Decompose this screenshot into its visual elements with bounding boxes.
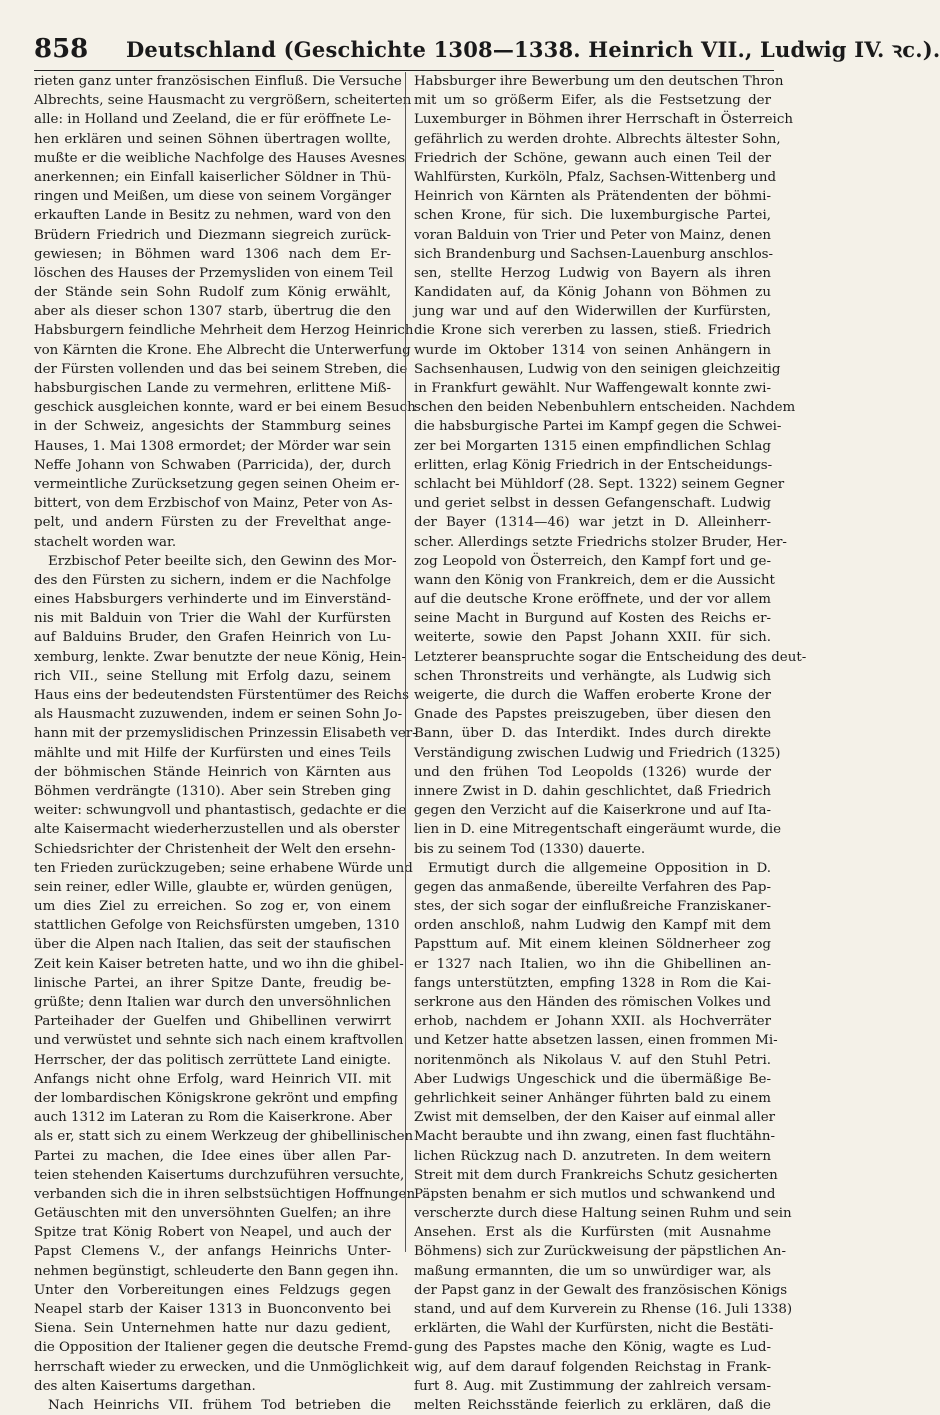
- text-line: gegen den Verzicht auf die Kaiserkrone und auf Ita-: [414, 803, 771, 819]
- text-line: um dies Ziel zu erreichen. So zog er, von einem: [34, 899, 391, 915]
- text-line: Hauses, 1. Mai 1308 ermordet; der Mörder war sein: [34, 438, 391, 454]
- text-line: aber als dieser schon 1307 starb, übertrug die den: [34, 304, 391, 320]
- text-line: fangs unterstützten, empfing 1328 in Rom die Kai-: [414, 975, 771, 991]
- text-line: scher. Allerdings setzte Friedrichs stolzer Bruder, Her-: [414, 534, 787, 550]
- text-line: alle: in Holland und Zeeland, die er für eröffnete Le-: [34, 112, 391, 128]
- text-line: grüßte; denn Italien war durch den unversöhnlichen: [34, 995, 391, 1010]
- text-line: in der Schweiz, angesichts der Stammburg seines: [34, 419, 391, 435]
- text-line: vermeintliche Zurücksetzung gegen seinen Oheim er-: [34, 476, 400, 492]
- text-line: erkauften Lande in Besitz zu nehmen, ward von den: [34, 208, 391, 224]
- text-line: Haus eins der bedeutendsten Fürstentümer des Reichs: [34, 688, 410, 703]
- text-line: geschick ausgleichen konnte, ward er bei einem Besuch: [34, 400, 416, 416]
- text-line: Kandidaten auf, da König Johann von Böhmen zu: [414, 285, 771, 301]
- text-line: erklärten, die Wahl der Kurfürsten, nicht die Bestäti-: [414, 1321, 774, 1337]
- text-line: Herrscher, der das politisch zerrüttete Land einigte.: [34, 1052, 391, 1068]
- text-line: Getäuschten mit den unversöhnten Guelfen; an ihre: [34, 1206, 391, 1222]
- text-line: nis mit Balduin von Trier die Wahl der Kurfürsten: [34, 611, 391, 627]
- text-line: Streit mit dem durch Frankreichs Schutz gesicherten: [414, 1167, 778, 1183]
- text-line: hann mit der przemyslidischen Prinzessin Elisabeth ver-: [34, 726, 417, 742]
- text-line: auch 1312 im Lateran zu Rom die Kaiserkrone. Aber: [34, 1110, 392, 1126]
- text-line: bittert, von dem Erzbischof von Mainz, Peter von As-: [34, 496, 393, 512]
- text-line: der Fürsten vollenden und das bei seinem Streben, die: [34, 361, 408, 377]
- text-line: gehrlichkeit seiner Anhänger führten bald zu einem: [414, 1090, 771, 1106]
- text-line: Ermutigt durch die allgemeine Opposition in D.: [428, 860, 771, 876]
- text-line: Sachsenhausen, Ludwig von den seinigen gleichzeitig: [414, 361, 781, 377]
- text-line: schen den beiden Nebenbuhlern entscheiden. Nachdem: [414, 400, 796, 416]
- text-line: erhob, nachdem er Johann XXII. als Hochverräter: [414, 1014, 771, 1030]
- text-line: Brüdern Friedrich und Diezmann siegreich zurück-: [34, 227, 391, 243]
- text-line: orden anschloß, nahm Ludwig den Kampf mit dem: [414, 918, 771, 934]
- text-line: und geriet selbst in dessen Gefangenschaft. Ludwig: [414, 496, 771, 512]
- text-line: des alten Kaisertums dargethan.: [34, 1378, 256, 1394]
- text-line: nehmen begünstigt, schleuderte den Bann gegen ihn.: [34, 1263, 399, 1279]
- text-line: der Papst ganz in der Gewalt des französischen Königs: [414, 1282, 788, 1298]
- text-line: auf Balduins Bruder, den Grafen Heinrich von Lu-: [34, 630, 391, 646]
- text-line: innere Zwist in D. dahin geschlichtet, daß Friedrich: [414, 783, 771, 799]
- text-line: rich VII., seine Stellung mit Erfolg dazu, seinem: [34, 668, 391, 684]
- text-line: Ansehen. Erst als die Kurfürsten (mit Ausnahme: [414, 1225, 771, 1241]
- text-line: maßung ermannten, die um so unwürdiger war, als: [414, 1263, 771, 1279]
- text-line: Papst Clemens V., der anfangs Heinrichs Unter-: [34, 1244, 391, 1260]
- text-line: als er, statt sich zu einem Werkzeug der ghibellinischen: [34, 1129, 414, 1145]
- text-line: jung war und auf den Widerwillen der Kurfürsten,: [414, 304, 771, 320]
- text-line: Macht beraubte und ihn zwang, einen fast fluchtähn-: [414, 1129, 776, 1145]
- text-line: die Krone sich vererben zu lassen, stieß. Friedrich: [414, 323, 771, 339]
- text-line: habsburgischen Lande zu vermehren, erlittene Miß-: [34, 381, 391, 396]
- text-line: ten Frieden zurückzugeben; seine erhabene Würde und: [34, 860, 413, 876]
- text-line: Siena. Sein Unternehmen hatte nur dazu gedient,: [34, 1321, 391, 1337]
- text-line: verscherzte durch diese Haltung seinen Ruhm und sein: [414, 1206, 792, 1222]
- text-line: Parteihader der Guelfen und Ghibellinen verwirrt: [34, 1014, 391, 1030]
- text-line: Albrechts, seine Hausmacht zu vergrößern, scheiterten: [34, 93, 412, 109]
- text-line: zog Leopold von Österreich, den Kampf fort und ge-: [414, 553, 771, 569]
- text-line: Habsburger ihre Bewerbung um den deutschen Thron: [414, 74, 784, 89]
- text-line: zer bei Morgarten 1315 einen empfindlichen Schlag: [414, 438, 771, 454]
- text-line: weigerte, die durch die Waffen eroberte Krone der: [414, 688, 771, 703]
- text-line: Erzbischof Peter beeilte sich, den Gewinn des Mor-: [48, 553, 397, 569]
- text-line: von Kärnten die Krone. Ehe Albrecht die Unterwerfung: [34, 342, 411, 358]
- text-line: lichen Rückzug nach D. anzutreten. In dem weitern: [414, 1148, 771, 1164]
- text-line: der Bayer (1314—46) war jetzt in D. Alleinherr-: [414, 515, 771, 531]
- text-line: Heinrich von Kärnten als Prätendenten der böhmi-: [414, 189, 771, 205]
- text-line: Papsttum auf. Mit einem kleinen Söldnerheer zog: [414, 937, 771, 953]
- text-line: die habsburgische Partei im Kampf gegen die Schwei-: [414, 419, 782, 435]
- text-line: Unter den Vorbereitungen eines Feldzugs gegen: [34, 1282, 391, 1298]
- text-line: Gnade des Papstes preiszugeben, über diesen den: [414, 707, 771, 723]
- text-line: wig, auf dem darauf folgenden Reichstag in Frank-: [414, 1359, 771, 1375]
- text-line: wann den König von Frankreich, dem er die Aussicht: [414, 572, 775, 588]
- header-rule: [34, 70, 774, 71]
- text-line: auf die deutsche Krone eröffnete, und der vor allem: [414, 592, 771, 608]
- text-line: stand, und auf dem Kurverein zu Rhense (16. Juli 1338): [414, 1302, 793, 1317]
- text-line: lien in D. eine Mitregentschaft eingeräumt wurde, die: [414, 822, 782, 838]
- text-line: Nach Heinrichs VII. frühem Tod betrieben die: [48, 1397, 391, 1413]
- text-line: Friedrich der Schöne, gewann auch einen Teil der: [414, 150, 771, 166]
- text-line: ringen und Meißen, um diese von seinem Vorgänger: [34, 189, 391, 205]
- text-line: Böhmen verdrängte (1310). Aber sein Streben ging: [34, 783, 391, 799]
- column-divider: [405, 72, 406, 1252]
- text-line: des den Fürsten zu sichern, indem er die Nachfolge: [34, 572, 391, 588]
- text-line: furt 8. Aug. mit Zustimmung der zahlreich versam-: [414, 1378, 771, 1394]
- text-line: wurde im Oktober 1314 von seinen Anhängern in: [414, 342, 771, 358]
- text-line: Anfangs nicht ohne Erfolg, ward Heinrich VII. mit: [34, 1071, 391, 1087]
- text-line: und Ketzer hatte absetzen lassen, einen frommen Mi-: [414, 1033, 778, 1049]
- right-column: [414, 72, 807, 1415]
- text-line: der lombardischen Königskrone gekrönt und empfing: [34, 1090, 398, 1106]
- text-line: Zeit kein Kaiser betreten hatte, und wo ihn die ghibel-: [34, 956, 404, 972]
- text-line: hen erklären und seinen Söhnen übertragen wollte,: [34, 131, 391, 147]
- text-line: Habsburgern feindliche Mehrheit dem Herzog Heinrich: [34, 323, 414, 339]
- text-line: Neffe Johann von Schwaben (Parricida), der, durch: [34, 457, 391, 473]
- text-line: die Opposition der Italiener gegen die deutsche Fremd-: [34, 1340, 413, 1356]
- text-line: Spitze trat König Robert von Neapel, und auch der: [34, 1225, 391, 1241]
- text-line: schlacht bei Mühldorf (28. Sept. 1322) seinem Gegner: [414, 476, 785, 492]
- text-line: in Frankfurt gewählt. Nur Waffengewalt konnte zwi-: [414, 381, 771, 396]
- text-line: weiter: schwungvoll und phantastisch, gedachte er die: [34, 803, 407, 819]
- text-line: schen Krone, für sich. Die luxemburgische Partei,: [414, 208, 771, 224]
- running-head: Deutschland (Geschichte 1308—1338. Heinrich VII., Ludwig IV. ꝛc.).: [126, 37, 940, 62]
- text-line: pelt, und andern Fürsten zu der Frevelthat ange-: [34, 515, 391, 531]
- text-line: serkrone aus den Händen des römischen Volkes und: [414, 995, 771, 1010]
- text-line: und verwüstet und sehnte sich nach einem kraftvollen: [34, 1033, 404, 1049]
- text-line: sen, stellte Herzog Ludwig von Bayern als ihren: [414, 265, 771, 281]
- text-line: teien stehenden Kaisertums durchzuführen versuchte,: [34, 1167, 405, 1183]
- text-line: Päpsten benahm er sich mutlos und schwankend und: [414, 1186, 776, 1202]
- text-line: löschen des Hauses der Przemysliden von einem Teil: [34, 265, 394, 281]
- text-line: Partei zu machen, die Idee eines über allen Par-: [34, 1148, 391, 1164]
- text-line: Letzterer beanspruchte sogar die Entscheidung des deut-: [414, 649, 807, 665]
- page-header: [34, 30, 940, 70]
- text-line: Schiedsrichter der Christenheit der Welt den ersehn-: [34, 841, 396, 857]
- text-line: gewiesen; in Böhmen ward 1306 nach dem Er-: [34, 246, 391, 262]
- text-line: rieten ganz unter französischen Einfluß. Die Versuche: [34, 74, 402, 89]
- text-line: weiterte, sowie den Papst Johann XXII. für sich.: [414, 630, 771, 646]
- text-line: Zwist mit demselben, der den Kaiser auf einmal aller: [414, 1110, 776, 1126]
- text-line: als Hausmacht zuzuwenden, indem er seinen Sohn Jo-: [34, 707, 403, 723]
- text-line: herrschaft wieder zu erwecken, und die Unmöglichkeit: [34, 1359, 409, 1375]
- text-line: mußte er die weibliche Nachfolge des Hauses Avesnes: [34, 150, 406, 166]
- text-line: über die Alpen nach Italien, das seit der staufischen: [34, 937, 391, 953]
- text-line: er 1327 nach Italien, wo ihn die Ghibellinen an-: [414, 956, 771, 972]
- left-column: [34, 72, 417, 1415]
- page-number: 858: [34, 34, 89, 64]
- text-line: gegen das anmaßende, übereilte Verfahren des Pap-: [414, 879, 771, 895]
- text-line: seine Macht in Burgund auf Kosten des Reichs er-: [414, 611, 771, 627]
- text-line: schen Thronstreits und verhängte, als Ludwig sich: [414, 668, 771, 684]
- text-line: eines Habsburgers verhinderte und im Einverständ-: [34, 592, 391, 608]
- text-line: stes, der sich sogar der einflußreiche Franziskaner-: [414, 899, 771, 915]
- text-line: verbanden sich die in ihren selbstsüchtigen Hoffnungen: [34, 1186, 416, 1202]
- text-line: sich Brandenburg und Sachsen-Lauenburg anschlos-: [414, 246, 774, 262]
- text-line: gung des Papstes mache den König, wagte es Lud-: [414, 1340, 771, 1356]
- text-line: erlitten, erlag König Friedrich in der Entscheidungs-: [414, 457, 773, 473]
- text-line: stachelt worden war.: [34, 534, 177, 550]
- text-line: bis zu seinem Tod (1330) dauerte.: [414, 841, 646, 857]
- text-line: Luxemburger in Böhmen ihrer Herrschaft in Österreich: [414, 112, 793, 128]
- text-line: der Stände sein Sohn Rudolf zum König erwählt,: [34, 285, 391, 301]
- text-line: sein reiner, edler Wille, glaubte er, würden genügen,: [34, 879, 393, 895]
- text-line: der böhmischen Stände Heinrich von Kärnten aus: [34, 764, 391, 780]
- text-line: voran Balduin von Trier und Peter von Mainz, denen: [414, 227, 771, 243]
- text-line: mit um so größerm Eifer, als die Festsetzung der: [414, 93, 771, 109]
- text-line: melten Reichsstände feierlich zu erklären, daß die: [414, 1397, 771, 1413]
- text-line: gefährlich zu werden drohte. Albrechts ältester Sohn,: [414, 131, 781, 147]
- text-line: Bann, über D. das Interdikt. Indes durch direkte: [414, 726, 771, 742]
- text-line: Wahlfürsten, Kurköln, Pfalz, Sachsen-Wittenberg und: [414, 169, 777, 185]
- text-line: Böhmens) sich zur Zurückweisung der päpstlichen An-: [414, 1244, 787, 1260]
- text-line: Aber Ludwigs Ungeschick und die übermäßige Be-: [414, 1071, 771, 1087]
- text-line: mählte und mit Hilfe der Kurfürsten und eines Teils: [34, 745, 391, 761]
- text-line: Neapel starb der Kaiser 1313 in Buonconvento bei: [34, 1302, 391, 1317]
- text-line: Verständigung zwischen Ludwig und Friedrich (1325): [414, 745, 781, 761]
- text-line: anerkennen; ein Einfall kaiserlicher Söldner in Thü-: [34, 169, 391, 185]
- text-line: linische Partei, an ihrer Spitze Dante, freudig be-: [34, 975, 391, 991]
- text-line: noritenmönch als Nikolaus V. auf den Stuhl Petri.: [414, 1052, 771, 1068]
- text-line: und den frühen Tod Leopolds (1326) wurde der: [414, 764, 771, 780]
- text-line: alte Kaisermacht wiederherzustellen und als oberster: [34, 822, 400, 838]
- text-line: xemburg, lenkte. Zwar benutzte der neue König, Hein-: [34, 649, 407, 665]
- text-line: stattlichen Gefolge von Reichsfürsten umgeben, 1310: [34, 918, 400, 934]
